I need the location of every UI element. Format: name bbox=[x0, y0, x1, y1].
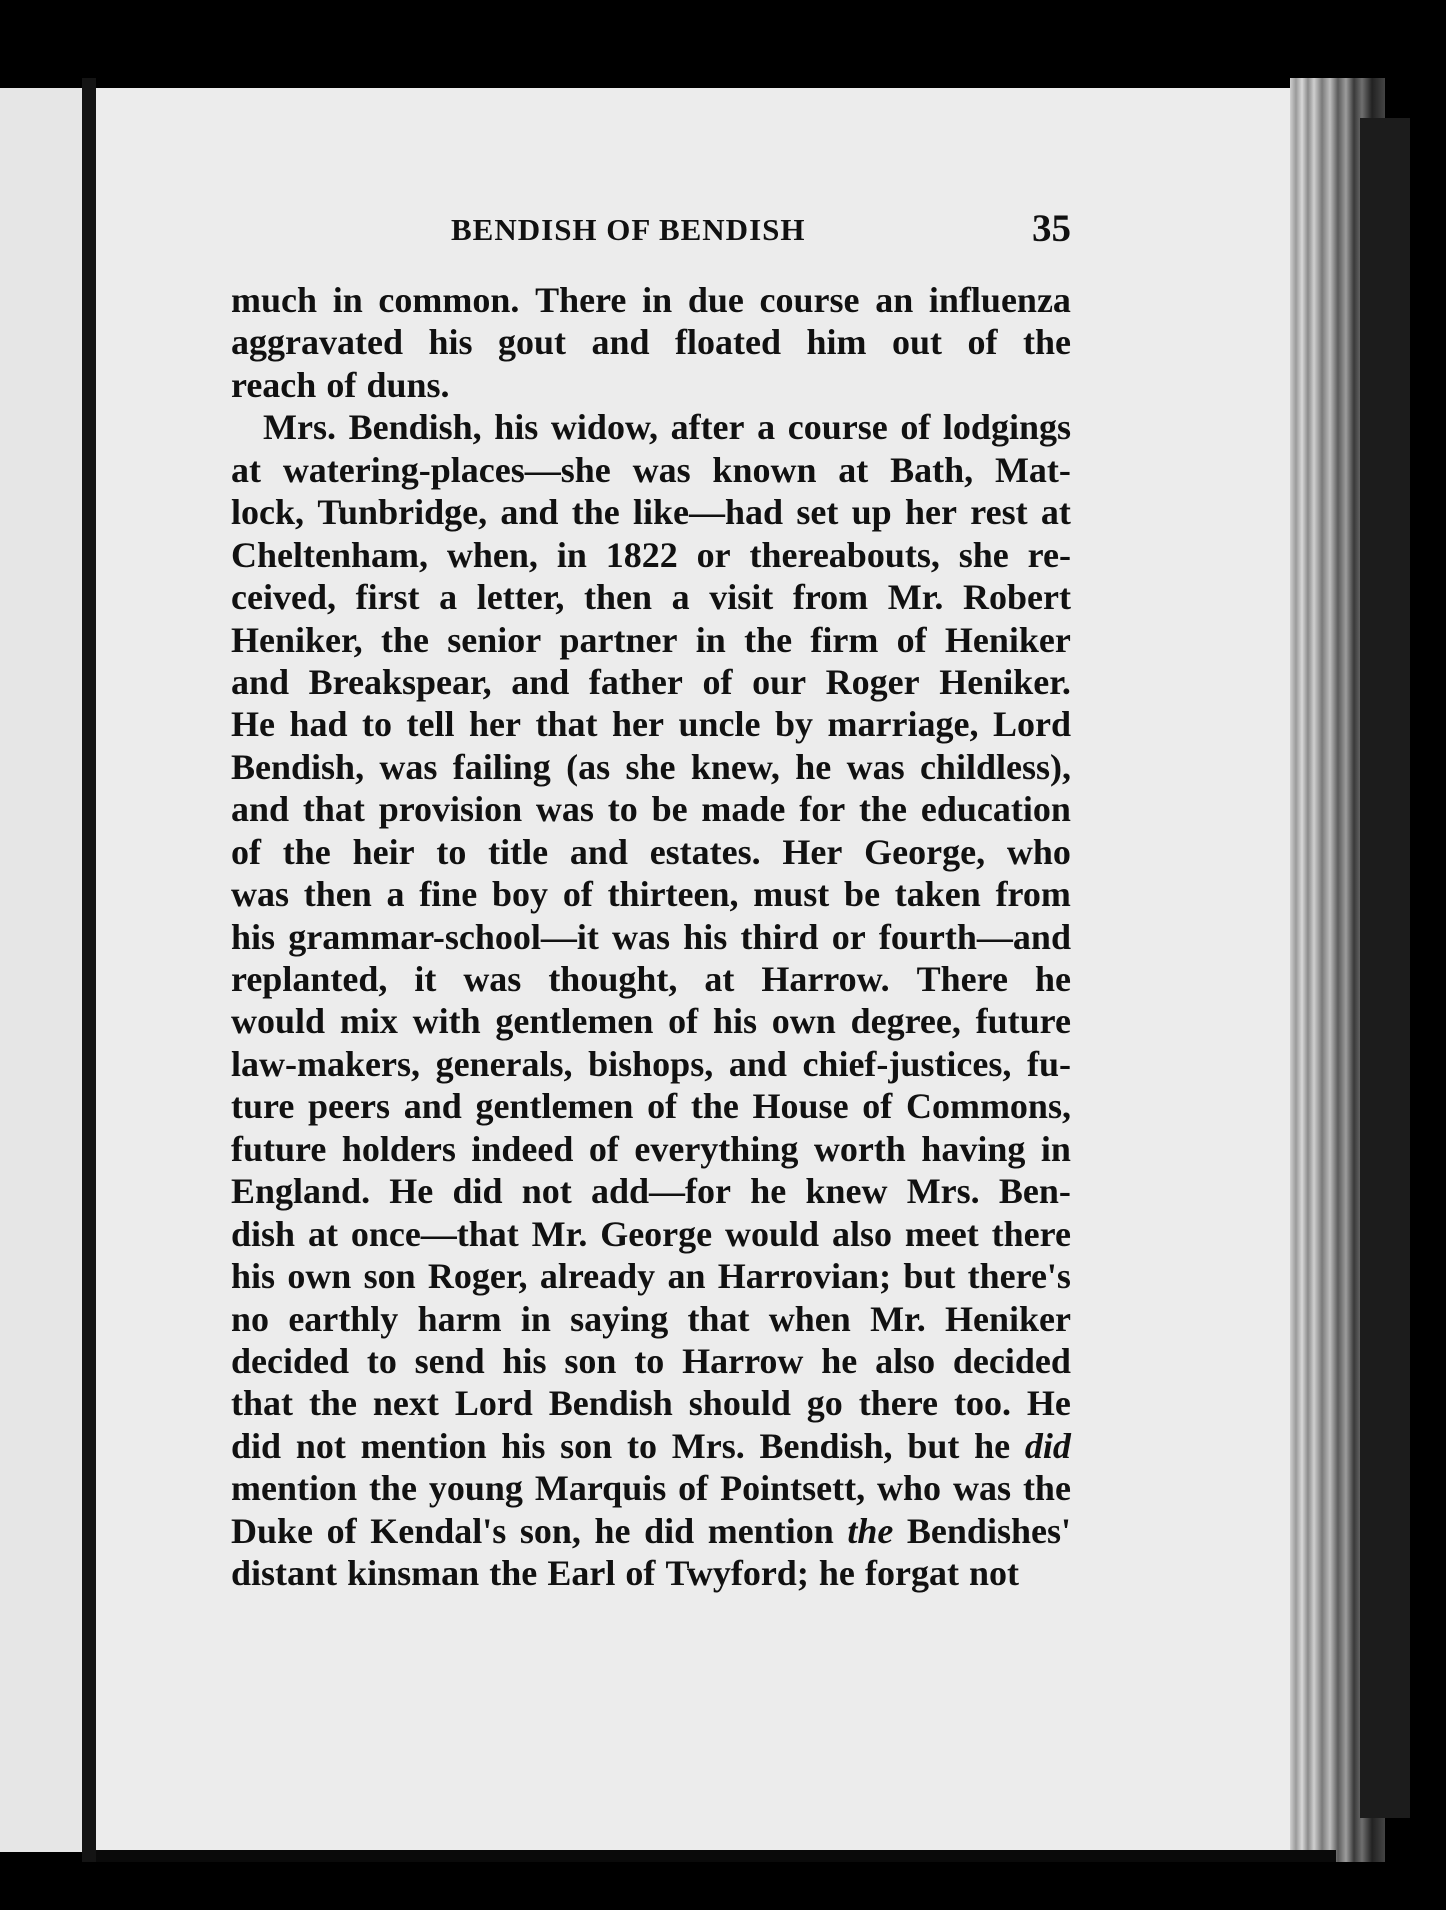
text-line: and that provision was to be made for the education bbox=[231, 789, 1071, 830]
running-title: BENDISH OF BENDISH bbox=[451, 212, 806, 247]
text-line: at watering-places—she was known at Bath, Mat- bbox=[231, 449, 1071, 490]
text-line: He had to tell her that her uncle by marriage, Lord bbox=[231, 704, 1071, 745]
text-line: Cheltenham, when, in 1822 or thereabouts, she re- bbox=[231, 534, 1071, 575]
page-bottom-shadow bbox=[96, 1850, 1336, 1862]
text-line: mention the young Marquis of Pointsett, who was the bbox=[231, 1468, 1071, 1509]
text-line: would mix with gentlemen of his own degree, future bbox=[231, 1001, 1071, 1042]
body-text bbox=[231, 279, 1071, 1595]
text-line: aggravated his gout and floated him out of the bbox=[231, 322, 1071, 363]
text-line: distant kinsman the Earl of Twyford; he forgat not bbox=[231, 1553, 1020, 1594]
text-line: Heniker, the senior partner in the firm of Heniker bbox=[231, 619, 1071, 660]
text-line: of the heir to title and estates. Her George, who bbox=[231, 831, 1071, 872]
text-line: dish at once—that Mr. George would also meet there bbox=[231, 1213, 1071, 1254]
text-line: Mrs. Bendish, his widow, after a course of lodgings bbox=[263, 407, 1071, 448]
text-line: much in common. There in due course an influenza bbox=[231, 280, 1071, 320]
text-line: Duke of Kendal's son, he did mention the Bendishes' bbox=[231, 1510, 1071, 1551]
text-line: decided to send his son to Harrow he also decided bbox=[231, 1340, 1071, 1381]
facing-page-edge bbox=[0, 88, 90, 1852]
text-line: was then a fine boy of thirteen, must be taken from bbox=[231, 874, 1071, 915]
text-line: reach of duns. bbox=[231, 364, 450, 405]
text-line: ceived, first a letter, then a visit from Mr. Robert bbox=[231, 577, 1071, 618]
text-line: his grammar-school—it was his third or fourth—and bbox=[231, 916, 1071, 957]
book-cover-edge bbox=[1360, 118, 1410, 1818]
text-line: his own son Roger, already an Harrovian; but there's bbox=[231, 1256, 1071, 1297]
text-line: ture peers and gentlemen of the House of Commons, bbox=[231, 1086, 1071, 1127]
text-line: replanted, it was thought, at Harrow. There he bbox=[231, 959, 1071, 999]
text-line: England. He did not add—for he knew Mrs. Ben- bbox=[231, 1171, 1071, 1212]
text-line: and Breakspear, and father of our Roger Heniker. bbox=[231, 661, 1071, 702]
page-gutter-shadow bbox=[82, 78, 96, 1862]
text-line: future holders indeed of everything worth having in bbox=[231, 1128, 1071, 1169]
text-line: did not mention his son to Mrs. Bendish, but he did bbox=[231, 1425, 1071, 1466]
text-line: lock, Tunbridge, and the like—had set up her rest at bbox=[231, 492, 1071, 533]
text-line: Bendish, was failing (as she knew, he was childless), bbox=[231, 746, 1071, 787]
text-line: law-makers, generals, bishops, and chief-justices, fu- bbox=[231, 1043, 1071, 1084]
text-line: no earthly harm in saying that when Mr. Heniker bbox=[231, 1298, 1071, 1339]
page-number: 35 bbox=[1032, 207, 1071, 250]
text-line: that the next Lord Bendish should go there too. He bbox=[231, 1383, 1071, 1424]
running-head bbox=[231, 206, 1071, 256]
